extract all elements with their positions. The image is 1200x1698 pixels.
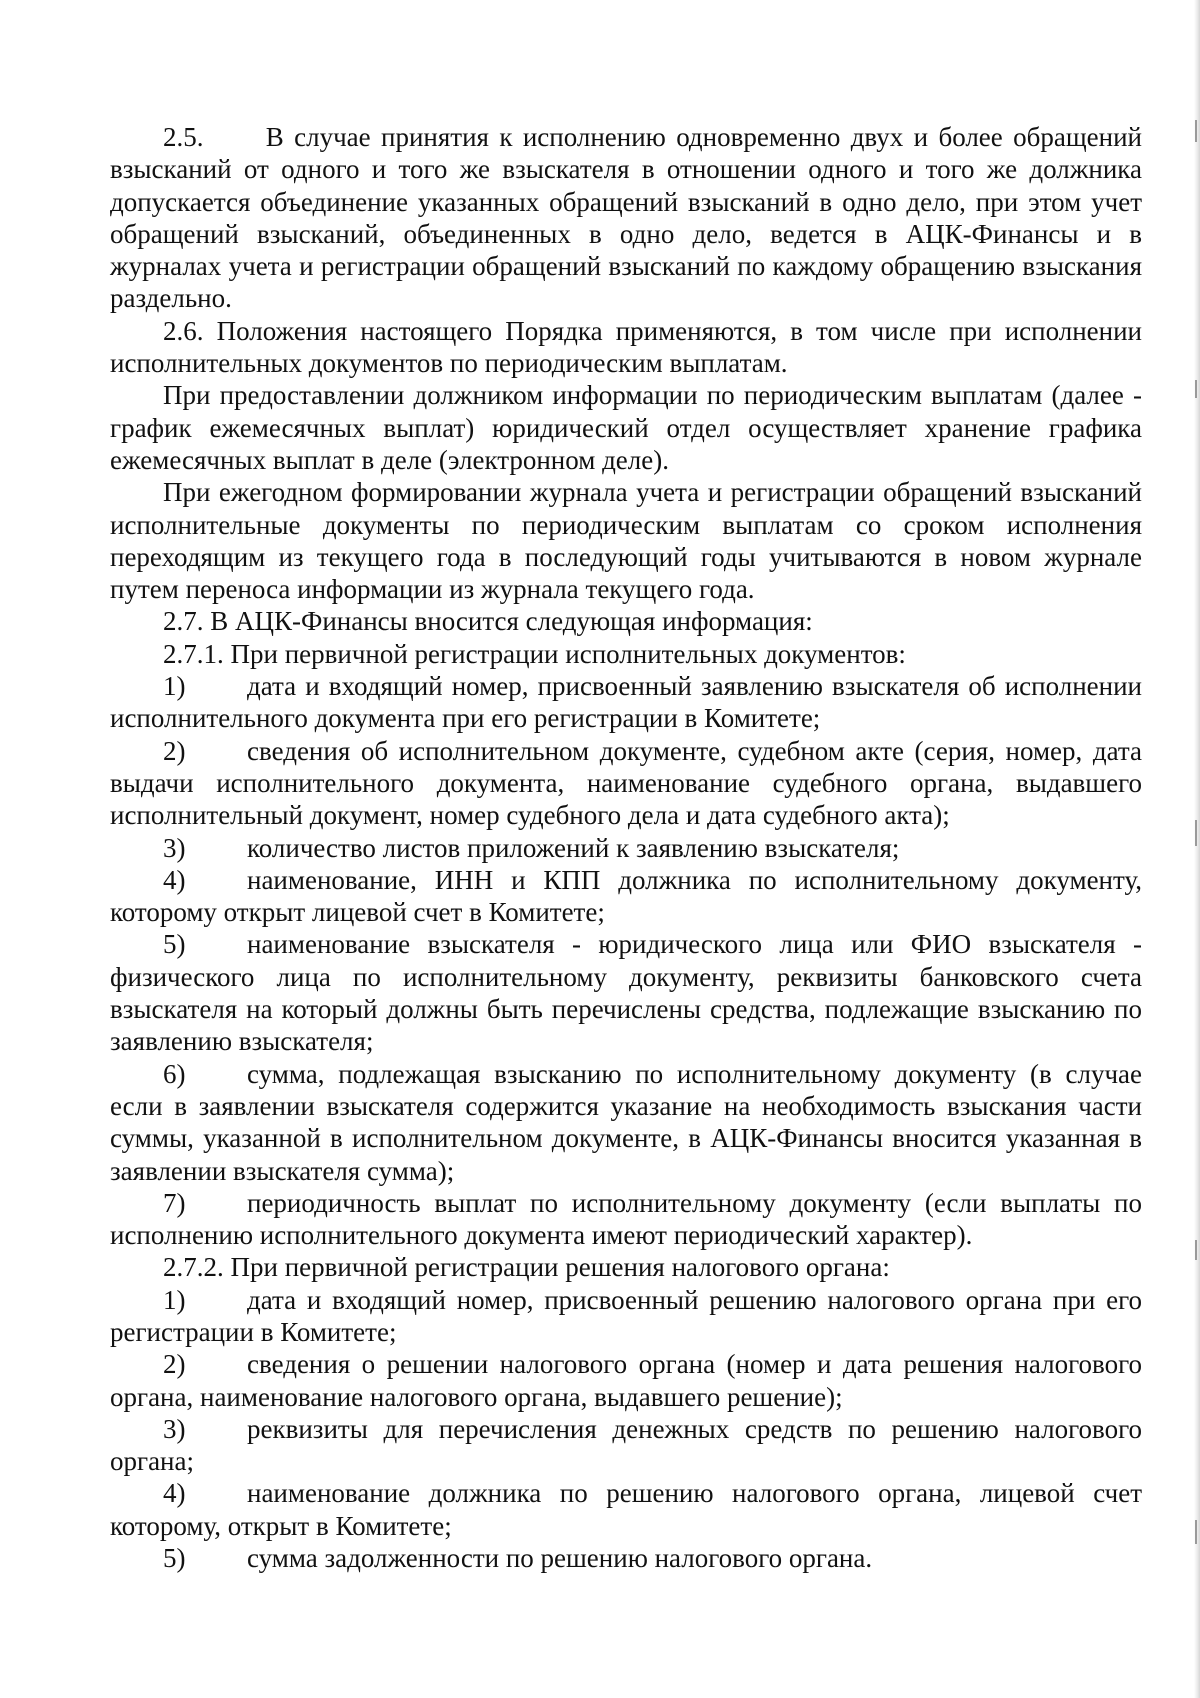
paragraph-2-6: 2.6. Положения настоящего Порядка применяются, в том числе при исполнении исполнительных документов по периодическим выплатам.	[110, 315, 1142, 379]
list-item	[110, 1284, 1142, 1349]
list-item-text: сведения об исполнительном документе, судебном акте (серия, номер, дата выдачи исполнительного документа, наименование судебного органа, выдавшего исполнительный документ, номер судебного дела и дата судебного акта);	[110, 735, 1142, 831]
scan-edge-mark	[1195, 820, 1197, 846]
list-item-text: наименование, ИНН и КПП должника по исполнительному документу, которому открыт лицевой счет в Комитете;	[110, 864, 1142, 928]
paragraph-2-7-2: 2.7.2. При первичной регистрации решения налогового органа:	[163, 1252, 890, 1283]
paragraph-2-7: 2.7. В АЦК-Финансы вносится следующая информация:	[163, 606, 813, 637]
list-item-number: 5)	[163, 929, 186, 960]
paragraph-2-7-1: 2.7.1. При первичной регистрации исполнительных документов:	[163, 638, 906, 669]
scan-edge-mark	[1195, 1240, 1197, 1260]
list-item-text: наименование должника по решению налогового органа, лицевой счет которому, открыт в Комитете;	[110, 1478, 1142, 1541]
list-item	[110, 1058, 1142, 1187]
list-item-text: дата и входящий номер, присвоенный заявлению взыскателя об исполнении исполнительного документа при его регистрации в Комитете;	[110, 671, 1142, 734]
list-item-number: 2)	[163, 735, 186, 766]
list-item	[110, 735, 1142, 832]
list-item-number: 3)	[163, 1413, 186, 1444]
list-item-number: 2)	[163, 1349, 186, 1380]
scan-edge-mark	[1195, 120, 1197, 142]
list-item	[110, 928, 1142, 1057]
list-item-text: сумма задолженности по решению налогового органа.	[247, 1543, 873, 1574]
list-item-text: сумма, подлежащая взысканию по исполнительному документу (в случае если в заявлении взыскателя содержится указание на необходимость взыскания части суммы, указанной в исполнительном документе, в АЦК-Финансы вносится указанная в заявлении взыскателя сумма);	[110, 1058, 1142, 1186]
list-item-number: 1)	[163, 671, 186, 702]
scan-edge-mark	[1195, 380, 1197, 398]
document-body	[110, 121, 1142, 1574]
scan-edge-mark	[1195, 1520, 1197, 1544]
list-item-number: 7)	[163, 1187, 186, 1218]
list-item-text: сведения о решении налогового органа (номер и дата решения налогового органа, наименование налогового органа, выдавшего решение);	[110, 1349, 1142, 1412]
list-item-number: 5)	[163, 1543, 186, 1574]
list-item	[110, 1477, 1142, 1542]
paragraph-payment-schedule: При предоставлении должником информации по периодическим выплатам (далее - график ежемесячных выплат) юридический отдел осуществляет хранение графика ежемесячных выплат в деле (электронном деле).	[110, 380, 1142, 475]
list-item	[110, 1542, 1142, 1574]
list-item-number: 6)	[163, 1058, 186, 1089]
list-item-number: 1)	[163, 1284, 186, 1315]
paragraph-2-5: 2.5. В случае принятия к исполнению одновременно двух и более обращений взысканий от одного и того же взыскателя в отношении одного и того же должника допускается объединение указанных обращений взысканий в одно дело, при этом учет обращений взысканий, объединенных в одно дело, ведется в АЦК-Финансы и в журналах учета и регистрации обращений взысканий по каждому обращению взыскания раздельно.	[110, 122, 1142, 314]
list-item	[110, 864, 1142, 929]
scan-edge-shadow	[1194, 0, 1200, 1698]
list-item-number: 3)	[163, 832, 186, 863]
list-item	[110, 1187, 1142, 1252]
list-item	[110, 1413, 1142, 1478]
list-item-text: дата и входящий номер, присвоенный решению налогового органа при его регистрации в Комитете;	[110, 1284, 1142, 1347]
list-item	[110, 1348, 1142, 1413]
list-item-number: 4)	[163, 1478, 186, 1509]
list-item-number: 4)	[163, 864, 186, 895]
list-item-text: реквизиты для перечисления денежных средств по решению налогового органа;	[110, 1413, 1142, 1477]
paragraph-annual-journal: При ежегодном формировании журнала учета и регистрации обращений взысканий исполнительные документы по периодическим выплатам со сроком исполнения переходящим из текущего года в последующий годы учитываются в новом журнале путем переноса информации из журнала текущего года.	[110, 477, 1142, 605]
list-item-text: наименование взыскателя - юридического лица или ФИО взыскателя - физического лица по исполнительному документу, реквизиты банковского счета взыскателя на который должны быть перечислены средства, подлежащие взысканию по заявлению взыскателя;	[110, 929, 1142, 1057]
list-item	[110, 832, 1142, 864]
list-item-text: количество листов приложений к заявлению взыскателя;	[247, 832, 900, 863]
list-item	[110, 670, 1142, 735]
list-item-text: периодичность выплат по исполнительному документу (если выплаты по исполнению исполнительного документа имеют периодический характер).	[110, 1187, 1142, 1251]
